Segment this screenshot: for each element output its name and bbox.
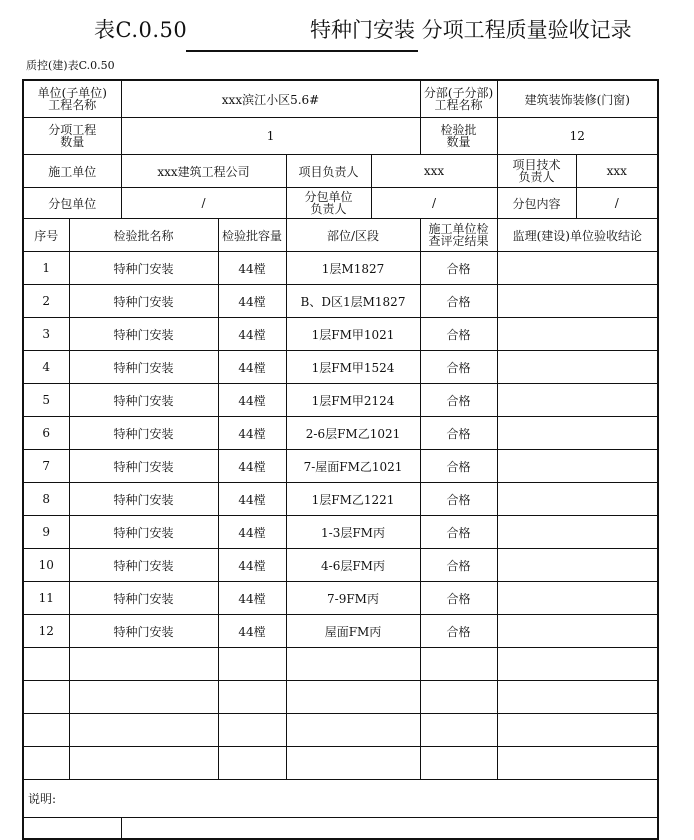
item-count-value: 1	[121, 118, 420, 155]
cell-empty	[286, 681, 420, 714]
col-header-supervision: 监理(建设)单位验收结论	[497, 219, 658, 252]
tech-lead-label-line1: 项目技术	[512, 158, 561, 172]
subcontract-content-label: 分包内容	[497, 188, 576, 219]
item-count-label	[23, 118, 121, 155]
cell-empty	[420, 648, 497, 681]
cell-empty	[23, 714, 69, 747]
cell-supervision	[497, 582, 658, 615]
cell-no: 7	[23, 450, 69, 483]
cell-capacity: 44樘	[218, 252, 286, 285]
cell-supervision	[497, 318, 658, 351]
cell-empty	[420, 681, 497, 714]
cell-batch-name: 特种门安装	[69, 252, 218, 285]
unit-name-value: xxx滨江小区5.6#	[121, 80, 420, 118]
cell-empty	[286, 648, 420, 681]
subcontractor-manager-value: /	[371, 188, 497, 219]
cell-empty	[69, 714, 218, 747]
cell-empty	[69, 648, 218, 681]
cell-capacity: 44樘	[218, 384, 286, 417]
cell-result: 合格	[420, 351, 497, 384]
cell-location: B、D区1层M1827	[286, 285, 420, 318]
table-row	[23, 417, 658, 450]
cell-capacity: 44樘	[218, 318, 286, 351]
item-count-label-line1: 分项工程	[48, 123, 97, 137]
cell-no: 10	[23, 549, 69, 582]
cell-empty	[218, 714, 286, 747]
table-row	[23, 582, 658, 615]
cell-supervision	[497, 450, 658, 483]
cell-no: 2	[23, 285, 69, 318]
cell-result: 合格	[420, 615, 497, 648]
cell-batch-name: 特种门安装	[69, 417, 218, 450]
cell-capacity: 44樘	[218, 615, 286, 648]
cell-empty	[69, 747, 218, 780]
batch-count-label-line2: 数量	[446, 135, 471, 149]
table-row	[23, 483, 658, 516]
table-row-empty	[23, 648, 658, 681]
cell-location: 1层FM甲2124	[286, 384, 420, 417]
cell-result: 合格	[420, 549, 497, 582]
info-row-contractor	[23, 155, 658, 188]
table-row	[23, 351, 658, 384]
cell-location: 7-9FM丙	[286, 582, 420, 615]
cell-result: 合格	[420, 384, 497, 417]
col-header-capacity: 检验批容量	[218, 219, 286, 252]
cell-no: 4	[23, 351, 69, 384]
cell-batch-name: 特种门安装	[69, 516, 218, 549]
cell-batch-name: 特种门安装	[69, 384, 218, 417]
table-row	[23, 384, 658, 417]
cell-empty	[286, 747, 420, 780]
tech-lead-value: xxx	[576, 155, 658, 188]
cell-capacity: 44樘	[218, 483, 286, 516]
subcontractor-manager-label-line1: 分包单位	[304, 190, 353, 204]
cell-supervision	[497, 615, 658, 648]
batch-count-label	[420, 118, 497, 155]
cell-supervision	[497, 351, 658, 384]
info-row-counts	[23, 118, 658, 155]
col-header-name: 检验批名称	[69, 219, 218, 252]
table-row-empty	[23, 714, 658, 747]
subcontract-content-value: /	[576, 188, 658, 219]
tech-lead-label-line2: 负责人	[518, 170, 555, 184]
cell-no: 3	[23, 318, 69, 351]
batch-count-value: 12	[497, 118, 658, 155]
cell-location: 屋面FM丙	[286, 615, 420, 648]
cell-empty	[497, 681, 658, 714]
cell-supervision	[497, 516, 658, 549]
cell-batch-name: 特种门安装	[69, 483, 218, 516]
unit-name-label-line2: 工程名称	[48, 98, 97, 112]
table-row-empty	[23, 681, 658, 714]
cell-no: 6	[23, 417, 69, 450]
subcontractor-manager-label	[286, 188, 371, 219]
batch-count-label-line1: 检验批	[440, 123, 477, 137]
table-row	[23, 252, 658, 285]
cell-result: 合格	[420, 450, 497, 483]
division-name-label	[420, 80, 497, 118]
cell-batch-name: 特种门安装	[69, 450, 218, 483]
unit-name-label	[23, 80, 121, 118]
cell-empty	[218, 681, 286, 714]
cell-result: 合格	[420, 483, 497, 516]
note-row	[23, 780, 658, 818]
signature-value-cell	[121, 818, 658, 840]
cell-result: 合格	[420, 252, 497, 285]
table-row	[23, 549, 658, 582]
subcontractor-label: 分包单位	[23, 188, 121, 219]
table-row-empty	[23, 747, 658, 780]
cell-batch-name: 特种门安装	[69, 351, 218, 384]
info-row-project	[23, 80, 658, 118]
table-row	[23, 450, 658, 483]
cell-supervision	[497, 483, 658, 516]
col-header-no: 序号	[23, 219, 69, 252]
cell-empty	[23, 648, 69, 681]
info-row-subcontractor	[23, 188, 658, 219]
col-header-location: 部位/区段	[286, 219, 420, 252]
cell-no: 9	[23, 516, 69, 549]
cell-no: 5	[23, 384, 69, 417]
data-rows	[23, 252, 658, 648]
cell-empty	[218, 747, 286, 780]
signature-row	[23, 818, 658, 840]
cell-capacity: 44樘	[218, 516, 286, 549]
cell-location: 4-6层FM丙	[286, 549, 420, 582]
cell-no: 1	[23, 252, 69, 285]
cell-capacity: 44樘	[218, 450, 286, 483]
division-name-label-line1: 分部(子分部)	[423, 86, 494, 100]
cell-supervision	[497, 285, 658, 318]
cell-capacity: 44樘	[218, 285, 286, 318]
cell-empty	[23, 681, 69, 714]
cell-result: 合格	[420, 318, 497, 351]
cell-batch-name: 特种门安装	[69, 582, 218, 615]
cell-empty	[497, 747, 658, 780]
cell-capacity: 44樘	[218, 582, 286, 615]
column-header-row	[23, 219, 658, 252]
acceptance-record-table	[22, 79, 659, 840]
cell-supervision	[497, 384, 658, 417]
cell-result: 合格	[420, 417, 497, 450]
tech-lead-label	[497, 155, 576, 188]
cell-no: 8	[23, 483, 69, 516]
contractor-label: 施工单位	[23, 155, 121, 188]
cell-capacity: 44樘	[218, 351, 286, 384]
cell-no: 11	[23, 582, 69, 615]
cell-result: 合格	[420, 285, 497, 318]
col-header-evaluation	[420, 219, 497, 252]
cell-empty	[286, 714, 420, 747]
cell-empty	[497, 714, 658, 747]
subcontractor-value: /	[121, 188, 286, 219]
note-label: 说明:	[23, 780, 658, 818]
form-code: 质控(建)表C.0.50	[26, 59, 115, 72]
table-number: 表C.0.50	[94, 18, 188, 42]
cell-no: 12	[23, 615, 69, 648]
cell-batch-name: 特种门安装	[69, 318, 218, 351]
col-header-evaluation-line2: 查评定结果	[428, 234, 489, 248]
unit-name-label-line1: 单位(子单位)	[37, 86, 107, 100]
title-underline	[186, 50, 418, 52]
item-count-label-line2: 数量	[60, 135, 85, 149]
cell-location: 1层M1827	[286, 252, 420, 285]
table-row	[23, 318, 658, 351]
cell-result: 合格	[420, 582, 497, 615]
cell-location: 1层FM甲1021	[286, 318, 420, 351]
cell-capacity: 44樘	[218, 549, 286, 582]
cell-supervision	[497, 549, 658, 582]
cell-location: 2-6层FM乙1021	[286, 417, 420, 450]
contractor-value: xxx建筑工程公司	[121, 155, 286, 188]
cell-empty	[420, 747, 497, 780]
cell-capacity: 44樘	[218, 417, 286, 450]
project-manager-label: 项目负责人	[286, 155, 371, 188]
cell-location: 1层FM甲1524	[286, 351, 420, 384]
cell-batch-name: 特种门安装	[69, 549, 218, 582]
cell-empty	[497, 648, 658, 681]
cell-empty	[23, 747, 69, 780]
table-row	[23, 516, 658, 549]
page-title: 特种门安装 分项工程质量验收记录	[310, 18, 632, 42]
table-row	[23, 285, 658, 318]
cell-batch-name: 特种门安装	[69, 615, 218, 648]
subcontractor-manager-label-line2: 负责人	[310, 202, 347, 216]
division-name-value: 建筑装饰装修(门窗)	[497, 80, 658, 118]
table-row	[23, 615, 658, 648]
cell-supervision	[497, 417, 658, 450]
cell-result: 合格	[420, 516, 497, 549]
cell-location: 7-屋面FM乙1021	[286, 450, 420, 483]
cell-empty	[420, 714, 497, 747]
col-header-evaluation-line1: 施工单位检	[428, 222, 489, 236]
cell-location: 1层FM乙1221	[286, 483, 420, 516]
cell-empty	[69, 681, 218, 714]
cell-location: 1-3层FM丙	[286, 516, 420, 549]
project-manager-value: xxx	[371, 155, 497, 188]
division-name-label-line2: 工程名称	[434, 98, 483, 112]
signature-label-cell	[23, 818, 121, 840]
cell-supervision	[497, 252, 658, 285]
cell-batch-name: 特种门安装	[69, 285, 218, 318]
cell-empty	[218, 648, 286, 681]
